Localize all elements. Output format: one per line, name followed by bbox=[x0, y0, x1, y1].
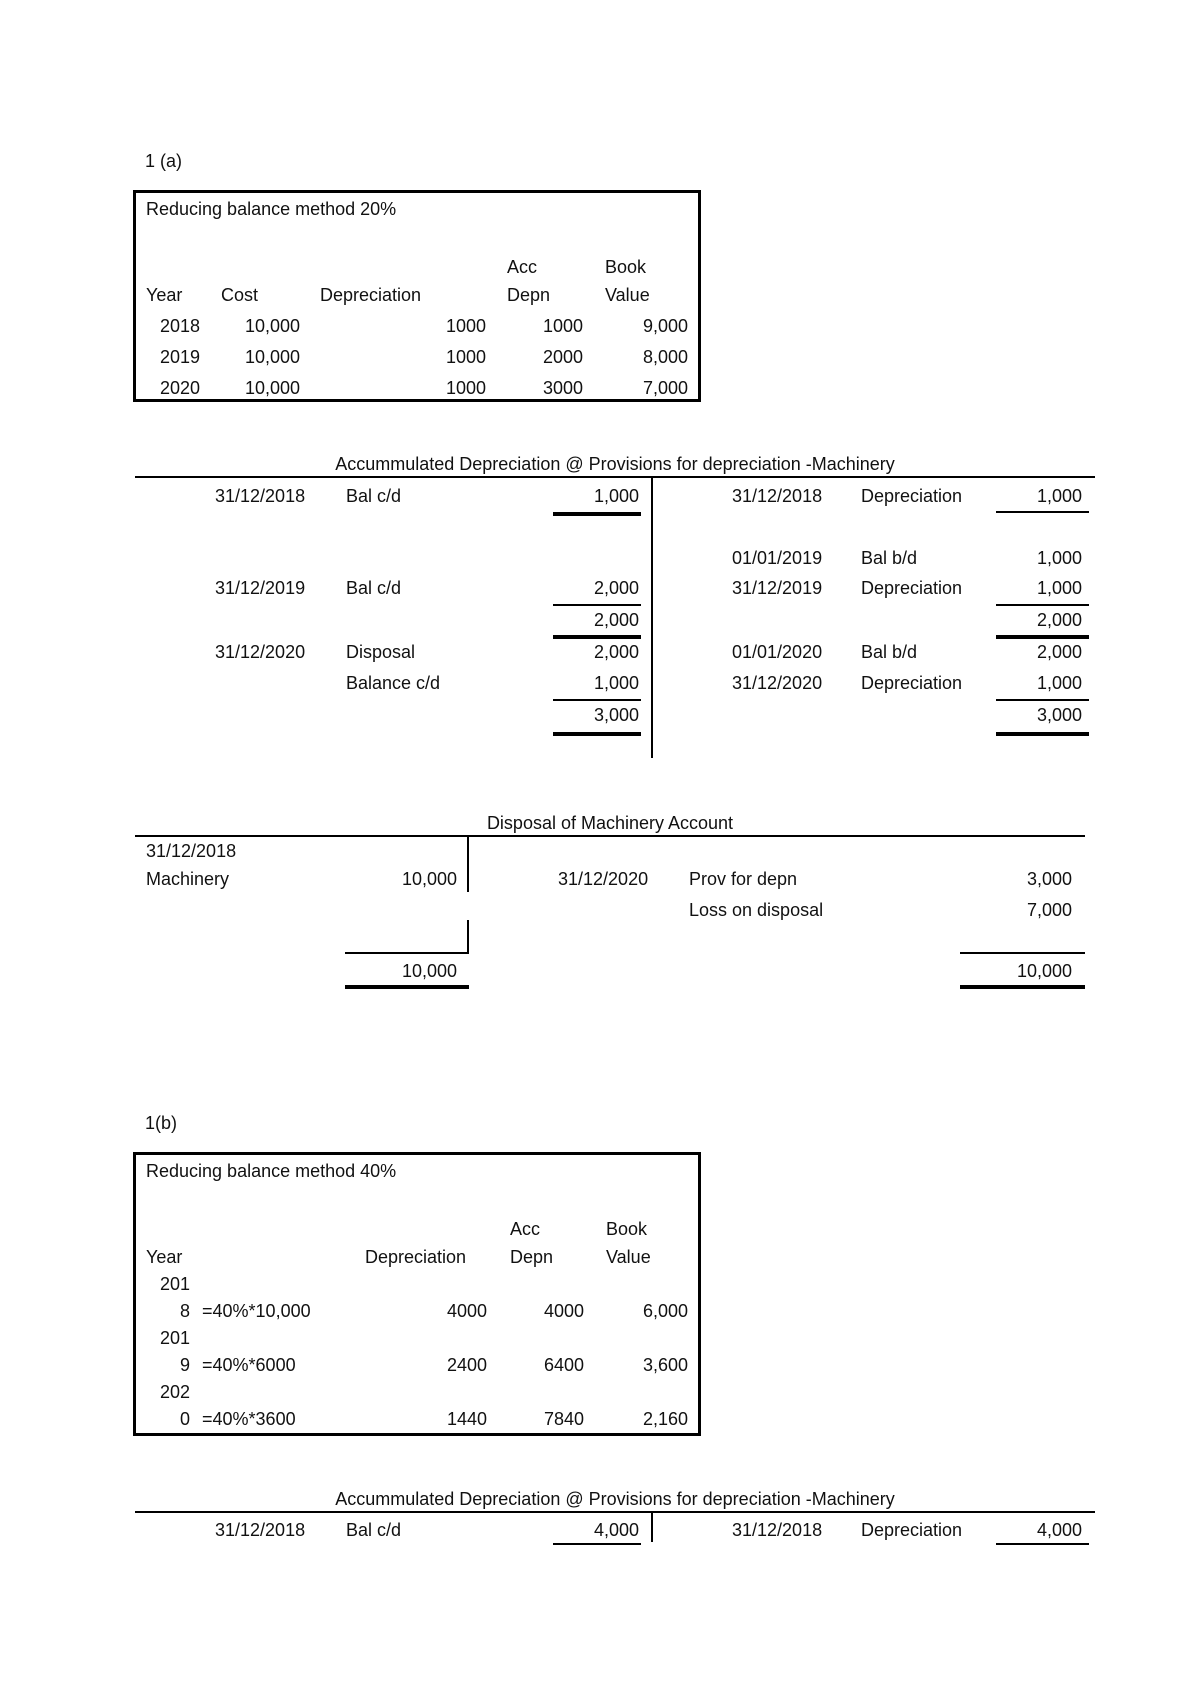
ledger-1a-left-total-2: 3,000 bbox=[553, 704, 641, 736]
disposal-left-subtotal-rule bbox=[345, 952, 469, 954]
row-2020-cost: 10,000 bbox=[244, 378, 300, 398]
disposal-right-subtotal-rule bbox=[960, 952, 1085, 954]
ledger-1a-right-total-1: 2,000 bbox=[996, 609, 1089, 639]
row-2018-year: 2018 bbox=[159, 316, 200, 336]
ledger-1a-right-total-2: 3,000 bbox=[996, 704, 1089, 736]
ledger-1a-right-date-4: 01/01/2020 bbox=[732, 642, 823, 662]
disposal-right-total-rule bbox=[960, 985, 1085, 989]
row-1b-3-year-b: 0 bbox=[179, 1409, 190, 1429]
col-dep-label-1b: Depreciation bbox=[365, 1247, 467, 1267]
ledger-1a-right-desc-5: Depreciation bbox=[861, 673, 963, 693]
disposal-right-desc-1: Prov for depn bbox=[689, 869, 798, 889]
ledger-1b-left-amt-1: 4,000 bbox=[553, 1519, 641, 1545]
ledger-1a-left-amt-2: 2,000 bbox=[553, 577, 641, 606]
row-1b-1-dep: 4000 bbox=[446, 1301, 487, 1321]
disposal-center-rule-lower bbox=[467, 920, 469, 954]
ledger-1a-left-amt-4: 1,000 bbox=[553, 672, 641, 701]
ledger-1a-right-amt-2: 1,000 bbox=[1036, 548, 1082, 568]
ledger-1a-right-desc-4: Bal b/d bbox=[861, 642, 918, 662]
row-1b-3-acc: 7840 bbox=[543, 1409, 584, 1429]
row-2019-book: 8,000 bbox=[642, 347, 688, 367]
ledger-1a-left-amt-3: 2,000 bbox=[593, 642, 639, 662]
disposal-title: Disposal of Machinery Account bbox=[486, 813, 734, 833]
ledger-1a-left-total-1: 2,000 bbox=[553, 609, 641, 639]
col-book-label-1b-2: Value bbox=[606, 1247, 651, 1267]
row-1b-2-year-b: 9 bbox=[179, 1355, 190, 1375]
ledger-1a-right-date-1: 31/12/2018 bbox=[732, 486, 823, 506]
col-dep-label: Depreciation bbox=[320, 285, 422, 305]
ledger-1b-right-amt-1: 4,000 bbox=[996, 1519, 1089, 1545]
ledger-1a-right-desc-3: Depreciation bbox=[861, 578, 963, 598]
table-1a-title: Reducing balance method 20% bbox=[146, 199, 397, 219]
col-book-label-1: Book bbox=[605, 257, 647, 277]
col-cost-label: Cost bbox=[221, 285, 259, 305]
ledger-1a-left-desc-2: Bal c/d bbox=[346, 578, 402, 598]
row-2020-year: 2020 bbox=[159, 378, 200, 398]
row-1b-1-formula: =40%*10,000 bbox=[202, 1301, 311, 1321]
row-1b-2-acc: 6400 bbox=[543, 1355, 584, 1375]
section-1b-heading: 1(b) bbox=[145, 1113, 178, 1133]
ledger-1a-right-amt-5: 1,000 bbox=[996, 672, 1089, 701]
ledger-1a-right-date-2: 01/01/2019 bbox=[732, 548, 823, 568]
ledger-1b-title: Accummulated Depreciation @ Provisions for depreciation -Machinery bbox=[335, 1489, 895, 1509]
disposal-left-amt: 10,000 bbox=[401, 869, 457, 889]
disposal-left-total: 10,000 bbox=[401, 961, 457, 981]
ledger-1a-left-date-3: 31/12/2020 bbox=[215, 642, 306, 662]
col-year-label: Year bbox=[146, 285, 183, 305]
ledger-1a-left-amt-1: 1,000 bbox=[553, 485, 641, 516]
col-acc-label-2: Depn bbox=[507, 285, 551, 305]
disposal-right-total: 10,000 bbox=[1016, 961, 1072, 981]
ledger-1a-left-desc-4: Balance c/d bbox=[346, 673, 441, 693]
row-1b-1-acc: 4000 bbox=[543, 1301, 584, 1321]
row-2019-dep: 1000 bbox=[445, 347, 486, 367]
col-acc-label-1b-1: Acc bbox=[510, 1219, 541, 1239]
row-1b-3-year-a: 202 bbox=[159, 1382, 190, 1402]
col-book-label-1b-1: Book bbox=[606, 1219, 648, 1239]
disposal-center-rule bbox=[467, 837, 469, 892]
ledger-1b-right-date-1: 31/12/2018 bbox=[732, 1520, 823, 1540]
row-2018-dep: 1000 bbox=[445, 316, 486, 336]
ledger-1a-right-amt-3: 1,000 bbox=[996, 577, 1089, 606]
col-year-label-1b: Year bbox=[146, 1247, 183, 1267]
row-1b-2-book: 3,600 bbox=[642, 1355, 688, 1375]
table-1b-box bbox=[133, 1152, 701, 1436]
disposal-right-date: 31/12/2020 bbox=[558, 869, 649, 889]
row-1b-2-year-a: 201 bbox=[159, 1328, 190, 1348]
row-2018-acc: 1000 bbox=[542, 316, 583, 336]
ledger-1a-right-desc-2: Bal b/d bbox=[861, 548, 918, 568]
row-1b-1-book: 6,000 bbox=[642, 1301, 688, 1321]
row-1b-3-formula: =40%*3600 bbox=[202, 1409, 296, 1429]
ledger-1b-left-desc-1: Bal c/d bbox=[346, 1520, 402, 1540]
ledger-1a-right-date-3: 31/12/2019 bbox=[732, 578, 823, 598]
row-1b-1-year-b: 8 bbox=[179, 1301, 190, 1321]
table-1b-title: Reducing balance method 40% bbox=[146, 1161, 397, 1181]
ledger-1a-center-rule bbox=[651, 478, 653, 758]
row-2020-book: 7,000 bbox=[642, 378, 688, 398]
row-1b-1-year-a: 201 bbox=[159, 1274, 190, 1294]
ledger-1a-right-amt-1: 1,000 bbox=[996, 485, 1089, 513]
ledger-1a-left-date-1: 31/12/2018 bbox=[215, 486, 306, 506]
col-book-label-2: Value bbox=[605, 285, 650, 305]
row-2018-book: 9,000 bbox=[642, 316, 688, 336]
ledger-1a-right-amt-4: 2,000 bbox=[1036, 642, 1082, 662]
disposal-left-total-rule bbox=[345, 985, 469, 989]
row-1b-3-book: 2,160 bbox=[642, 1409, 688, 1429]
ledger-1a-left-desc-1: Bal c/d bbox=[346, 486, 402, 506]
row-1b-2-formula: =40%*6000 bbox=[202, 1355, 296, 1375]
disposal-left-date: 31/12/2018 bbox=[146, 841, 237, 861]
ledger-1a-right-desc-1: Depreciation bbox=[861, 486, 963, 506]
row-2019-year: 2019 bbox=[159, 347, 200, 367]
ledger-1b-left-date-1: 31/12/2018 bbox=[215, 1520, 306, 1540]
row-2020-dep: 1000 bbox=[445, 378, 486, 398]
row-2020-acc: 3000 bbox=[542, 378, 583, 398]
col-acc-label-1b-2: Depn bbox=[510, 1247, 554, 1267]
ledger-1b-right-desc-1: Depreciation bbox=[861, 1520, 963, 1540]
row-1b-2-dep: 2400 bbox=[446, 1355, 487, 1375]
disposal-left-desc: Machinery bbox=[146, 869, 230, 889]
ledger-1b-top-rule bbox=[135, 1511, 1095, 1513]
ledger-1a-left-date-2: 31/12/2019 bbox=[215, 578, 306, 598]
disposal-right-amt-2: 7,000 bbox=[1026, 900, 1072, 920]
row-2019-acc: 2000 bbox=[542, 347, 583, 367]
col-acc-label-1: Acc bbox=[507, 257, 538, 277]
disposal-right-amt-1: 3,000 bbox=[1026, 869, 1072, 889]
row-1b-3-dep: 1440 bbox=[446, 1409, 487, 1429]
ledger-1b-center-rule bbox=[651, 1513, 653, 1542]
ledger-1a-top-rule bbox=[135, 476, 1095, 478]
disposal-right-desc-2: Loss on disposal bbox=[689, 900, 824, 920]
ledger-1a-title: Accummulated Depreciation @ Provisions for depreciation -Machinery bbox=[335, 454, 895, 474]
row-2019-cost: 10,000 bbox=[244, 347, 300, 367]
ledger-1a-left-desc-3: Disposal bbox=[346, 642, 416, 662]
ledger-1a-right-date-5: 31/12/2020 bbox=[732, 673, 823, 693]
section-1a-heading: 1 (a) bbox=[145, 151, 183, 171]
row-2018-cost: 10,000 bbox=[244, 316, 300, 336]
disposal-top-rule bbox=[135, 835, 1085, 837]
